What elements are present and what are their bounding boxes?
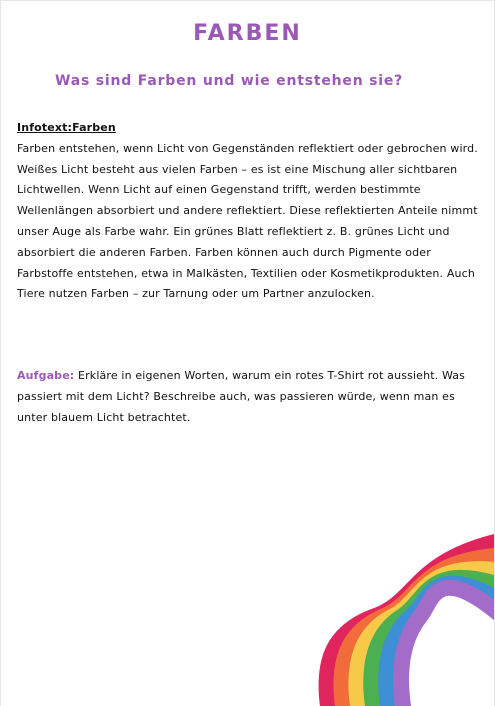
task-section [17,366,479,428]
info-heading: Infotext:Farben [17,121,116,134]
task-label: Aufgabe: [17,369,75,382]
rainbow-wave-icon [301,521,495,706]
info-section [17,118,479,305]
task-text: Erkläre in eigenen Worten, warum ein rotes T-Shirt rot aussieht. Was passiert mit dem Licht? Beschreibe auch, was passieren würde, wenn man es unter blauem Licht betrachtet. [17,369,466,424]
page-subtitle: Was sind Farben und wie entstehen sie? [55,73,404,89]
info-text: Farben entstehen, wenn Licht von Gegenständen reflektiert oder gebrochen wird. Weißes Licht besteht aus vielen Farben – es ist eine Mischung aller sichtbaren Lichtwellen. Wenn Licht auf einen Gegenstand trifft, werden bestimmte Wellenlängen absorbiert und andere reflektiert. Diese reflektierten Anteile nimmt unser Auge als Farbe wahr. Ein grünes Blatt reflektiert z. B. grünes Licht und absorbiert die anderen Farben. Farben können auch durch Pigmente oder Farbstoffe entstehen, etwa in Malkästen, Textilien oder Kosmetikprodukten. Auch Tiere nutzen Farben – zur Tarnung oder um Partner anzulocken. [17,141,478,301]
page-title: FARBEN [193,21,302,46]
